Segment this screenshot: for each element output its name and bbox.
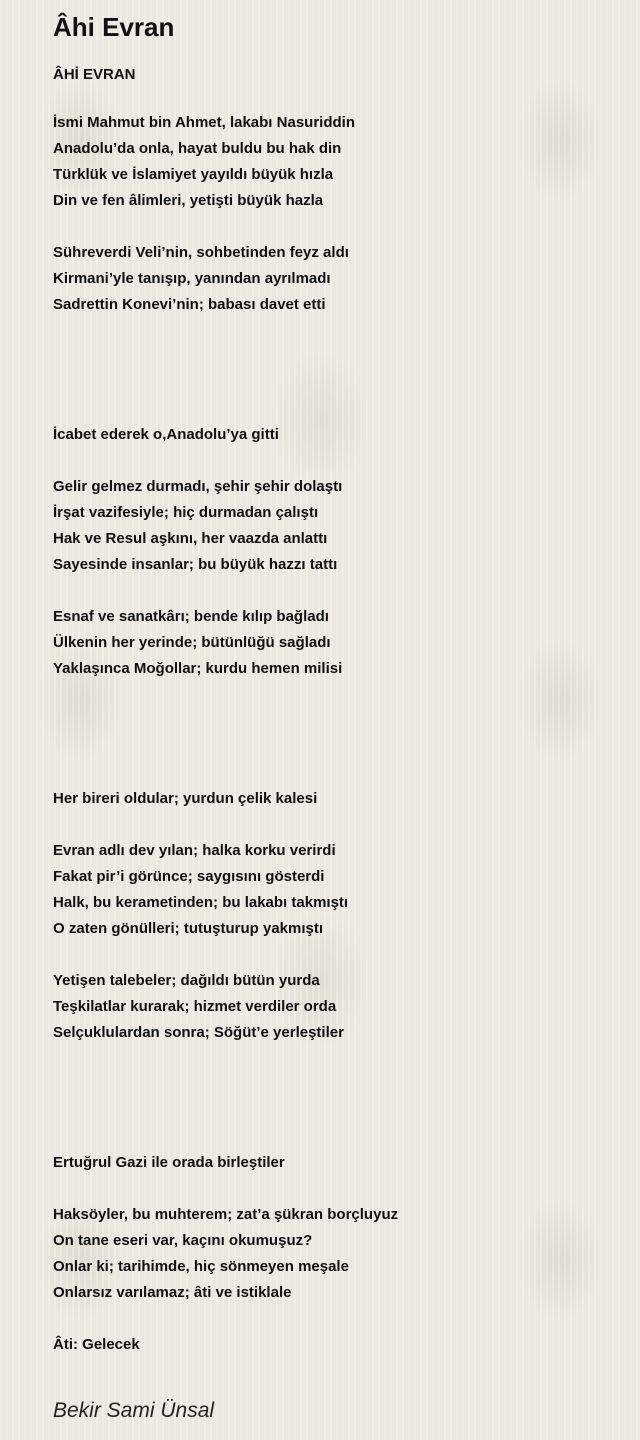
poem-line: Sühreverdi Veli’nin, sohbetinden feyz aldı — [53, 244, 349, 261]
stanza-break — [53, 942, 623, 968]
poem-line: O zaten gönülleri; tutuşturup yakmıştı — [53, 920, 324, 937]
poem-line: Onlarsız varılamaz; âti ve istiklale — [53, 1284, 292, 1301]
poem-line: Haksöyler, bu muhterem; zat’a şükran borçluyuz — [53, 1206, 399, 1223]
poem-line: Sadrettin Konevi’nin; babası davet etti — [53, 296, 326, 313]
poem-page — [53, 0, 623, 1424]
stanza-break — [53, 1046, 623, 1124]
poem-line: Kirmani’yle tanışıp, yanından ayrılmadı — [53, 270, 331, 287]
poem-line: Yetişen talebeler; dağıldı bütün yurda — [53, 972, 320, 989]
poem-body — [53, 110, 623, 1358]
poem-line: İsmi Mahmut bin Ahmet, lakabı Nasuriddin — [53, 114, 355, 131]
poem-line: Hak ve Resul aşkını, her vaazda anlattı — [53, 530, 328, 547]
poem-subtitle: ÂHİ EVRAN — [53, 66, 136, 83]
poem-line: Esnaf ve sanatkârı; bende kılıp bağladı — [53, 608, 329, 625]
poem-line: Teşkilatlar kurarak; hizmet verdiler orda — [53, 998, 337, 1015]
poem-line: Onlar ki; tarihimde, hiç sönmeyen meşale — [53, 1258, 349, 1275]
stanza-break — [53, 1306, 623, 1332]
stanza-break — [53, 1176, 623, 1202]
stanza-break — [53, 214, 623, 240]
poem-line: On tane eseri var, kaçını okumuşuz? — [53, 1232, 313, 1249]
poem-line: Gelir gelmez durmadı, şehir şehir dolaştı — [53, 478, 343, 495]
poem-line: Yaklaşınca Moğollar; kurdu hemen milisi — [53, 660, 343, 677]
poem-line: Sayesinde insanlar; bu büyük hazzı tattı — [53, 556, 338, 573]
stanza-break — [53, 578, 623, 604]
poem-line: İcabet ederek o,Anadolu’ya gitti — [53, 426, 279, 443]
poem-line: Anadolu’da onla, hayat buldu bu hak din — [53, 140, 342, 157]
stanza-break — [53, 1124, 623, 1150]
author-name: Bekir Sami Ünsal — [53, 1399, 215, 1422]
stanza-break — [53, 682, 623, 760]
stanza-break — [53, 760, 623, 786]
poem-line: Halk, bu kerametinden; bu lakabı takmıştı — [53, 894, 349, 911]
poem-line: Selçuklulardan sonra; Söğüt’e yerleştiler — [53, 1024, 344, 1041]
stanza-break — [53, 318, 623, 396]
page-title: Âhi Evran — [53, 12, 175, 42]
poem-line: Ülkenin her yerinde; bütünlüğü sağladı — [53, 634, 331, 651]
poem-line: Her bireri oldular; yurdun çelik kalesi — [53, 790, 318, 807]
stanza-break — [53, 396, 623, 422]
stanza-break — [53, 812, 623, 838]
poem-line: Türklük ve İslamiyet yayıldı büyük hızla — [53, 166, 334, 183]
poem-line: İrşat vazifesiyle; hiç durmadan çalıştı — [53, 504, 319, 521]
poem-footnote: Âti: Gelecek — [53, 1336, 140, 1353]
stanza-break — [53, 448, 623, 474]
poem-line: Ertuğrul Gazi ile orada birleştiler — [53, 1154, 285, 1171]
poem-line: Evran adlı dev yılan; halka korku verirdi — [53, 842, 336, 859]
poem-line: Din ve fen âlimleri, yetişti büyük hazla — [53, 192, 324, 209]
poem-line: Fakat pir’i görünce; saygısını gösterdi — [53, 868, 325, 885]
